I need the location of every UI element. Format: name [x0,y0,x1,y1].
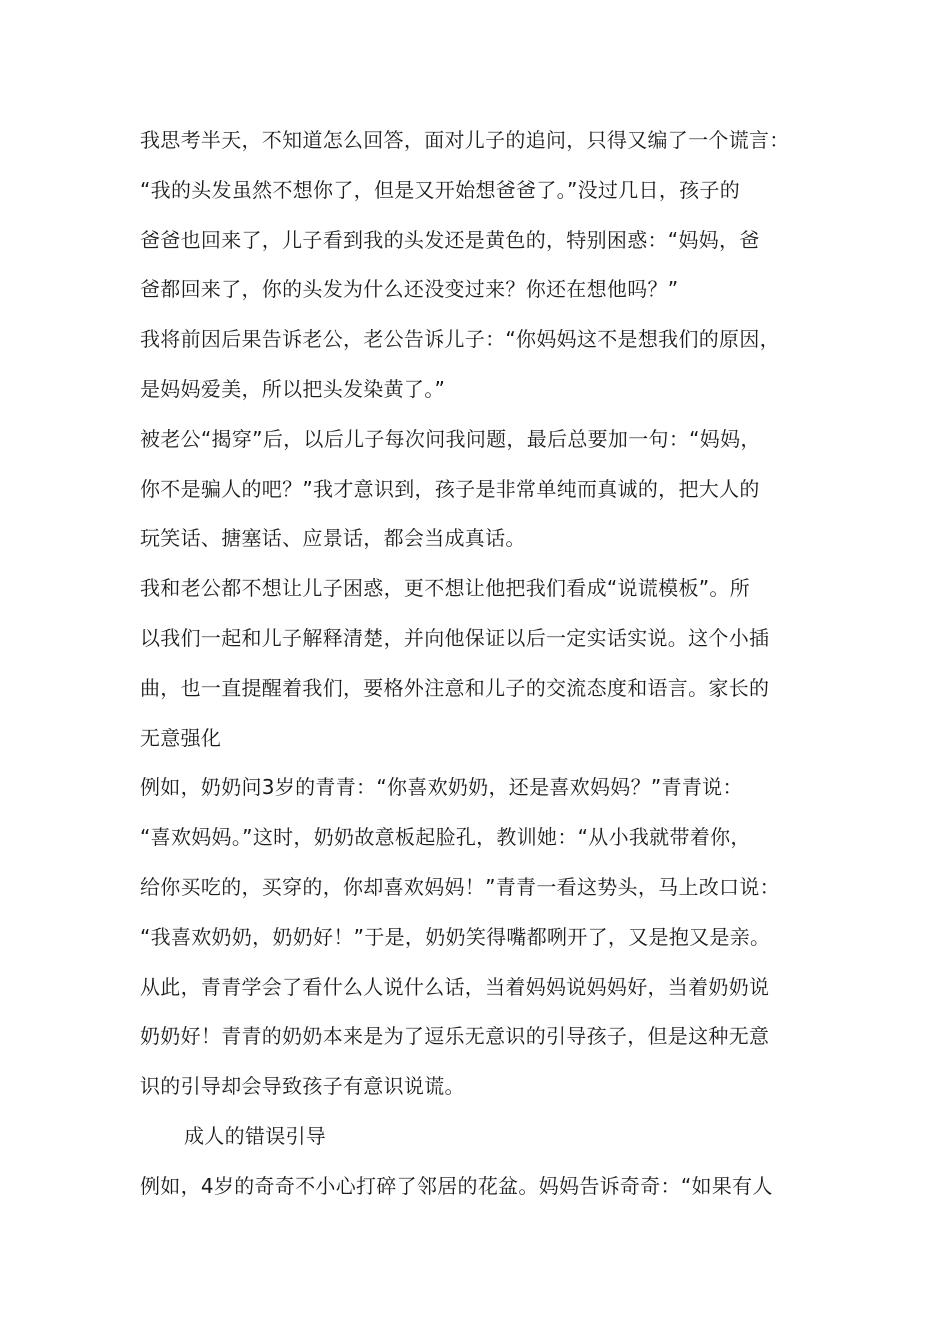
text-line: 例如，奶奶问3岁的青青：“你喜欢奶奶，还是喜欢妈妈？”青青说： [140,775,743,800]
text-line: 给你买吃的，买穿的，你却喜欢妈妈！”青青一看这势头，马上改口说： [140,874,780,899]
text-line: 爸爸也回来了，儿子看到我的头发还是黄色的，特别困惑：“妈妈，爸 [140,227,760,252]
text-line: 曲，也一直提醒着我们，要格外注意和儿子的交流态度和语言。家长的 [140,675,770,700]
text-line: 我将前因后果告诉老公，老公告诉儿子：“你妈妈这不是想我们的原因， [140,327,780,352]
text-line: 从此，青青学会了看什么人说什么话，当着妈妈说妈妈好，当着奶奶说 [140,974,770,999]
text-line: “我喜欢奶奶，奶奶好！”于是，奶奶笑得嘴都咧开了，又是抱又是亲。 [140,924,771,949]
text-line: 识的引导却会导致孩子有意识说谎。 [140,1074,465,1099]
text-line: 被老公“揭穿”后，以后儿子每次问我问题，最后总要加一句：“妈妈， [140,426,761,451]
text-line: 我和老公都不想让儿子困惑，更不想让他把我们看成“说谎模板”。所 [140,576,751,601]
text-line: 无意强化 [140,725,222,750]
text-line: 爸都回来了，你的头发为什么还没变过来？你还在想他吗？” [140,277,679,302]
text-line: “我的头发虽然不想你了，但是又开始想爸爸了。”没过几日，孩子的 [140,177,741,202]
text-line: 奶奶好！青青的奶奶本来是为了逗乐无意识的引导孩子，但是这种无意 [140,1024,770,1049]
text-line: 你不是骗人的吧？”我才意识到，孩子是非常单纯而真诚的，把大人的 [140,476,760,501]
text-line: 例如，4岁的奇奇不小心打碎了邻居的花盆。妈妈告诉奇奇：“如果有人 [140,1173,773,1198]
text-line: 玩笑话、搪塞话、应景话，都会当成真话。 [140,526,526,551]
document-body [140,116,820,1212]
text-line: 我思考半天，不知道怎么回答，面对儿子的追问，只得又编了一个谎言： [140,128,790,152]
section-heading: 成人的错误引导 [184,1123,327,1148]
text-line: 以我们一起和儿子解释清楚，并向他保证以后一定实话实说。这个小插 [140,625,770,650]
text-line: 是妈妈爱美，所以把头发染黄了。” [140,376,446,401]
text-line: “喜欢妈妈。”这时，奶奶故意板起脸孔，教训她：“从小我就带着你， [140,825,751,850]
